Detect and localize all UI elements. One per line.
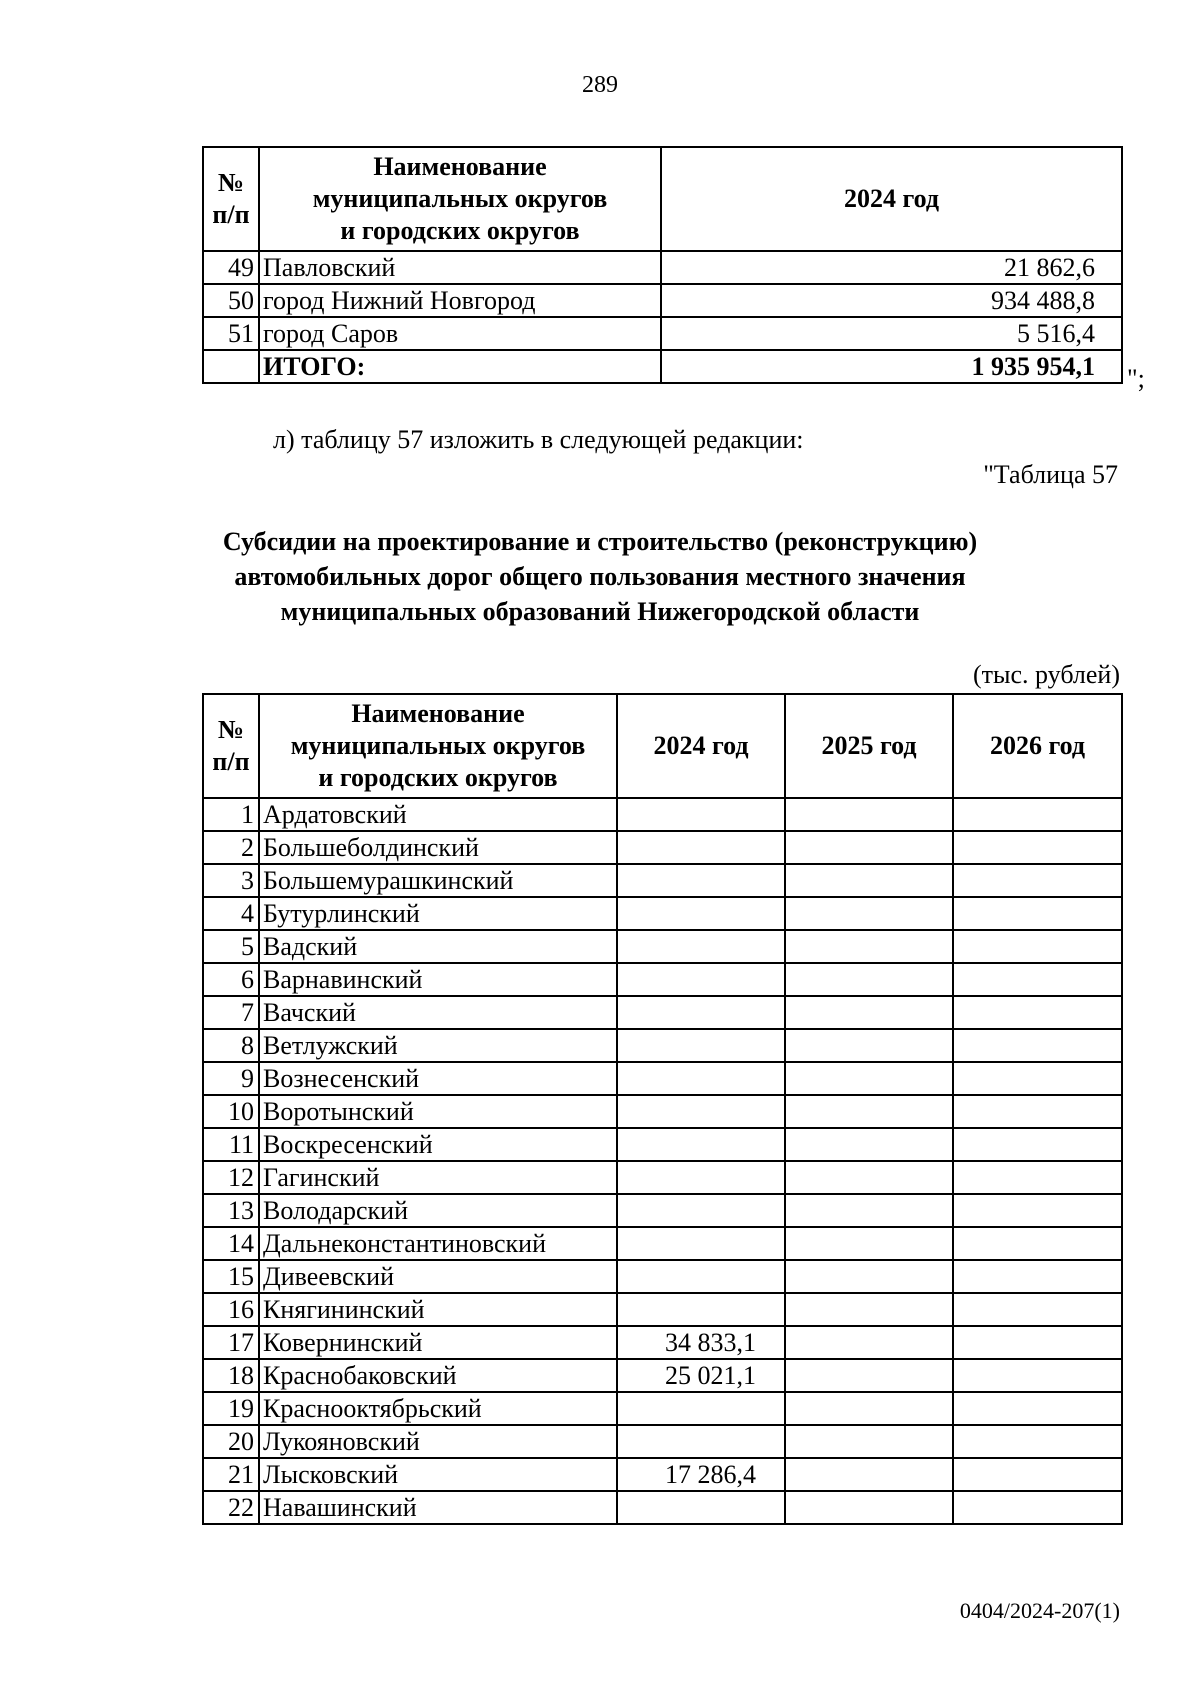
total-label: ИТОГО: — [259, 350, 661, 383]
row-value-2026 — [953, 1062, 1122, 1095]
row-value-2024 — [617, 1392, 785, 1425]
instruction-text: л) таблицу 57 изложить в следующей редакции: — [273, 425, 804, 454]
table-row — [203, 897, 1122, 930]
row-value-2025 — [785, 864, 953, 897]
column-header-name: Наименование муниципальных округов и городских округов — [259, 147, 661, 251]
row-value-2025 — [785, 1260, 953, 1293]
table-row — [203, 996, 1122, 1029]
row-name: Воротынский — [259, 1095, 617, 1128]
column-header-name: Наименование муниципальных округов и городских округов — [259, 694, 617, 798]
row-value-2026 — [953, 1425, 1122, 1458]
row-name: Дивеевский — [259, 1260, 617, 1293]
table-label: "Таблица 57 — [983, 460, 1118, 489]
row-name: Краснооктябрьский — [259, 1392, 617, 1425]
row-value-2024 — [617, 1062, 785, 1095]
total-number-empty — [203, 350, 259, 383]
column-header-2024: 2024 год — [661, 147, 1122, 251]
row-number: 16 — [203, 1293, 259, 1326]
row-number: 9 — [203, 1062, 259, 1095]
table-row — [203, 963, 1122, 996]
row-number: 11 — [203, 1128, 259, 1161]
row-value-2025 — [785, 1194, 953, 1227]
row-value-2025 — [785, 1029, 953, 1062]
row-name: Лукояновский — [259, 1425, 617, 1458]
table-row — [203, 317, 1122, 350]
row-number: 13 — [203, 1194, 259, 1227]
row-value-2025 — [785, 1458, 953, 1491]
row-number: 4 — [203, 897, 259, 930]
row-name: Лысковский — [259, 1458, 617, 1491]
units-label: (тыс. рублей) — [972, 660, 1120, 689]
table-row — [203, 798, 1122, 831]
row-value-2025 — [785, 1326, 953, 1359]
row-value-2025 — [785, 1128, 953, 1161]
row-number: 3 — [203, 864, 259, 897]
row-value-2024: 34 833,1 — [617, 1326, 785, 1359]
page-number: 289 — [582, 72, 618, 98]
row-value-2025 — [785, 1062, 953, 1095]
table-row — [203, 864, 1122, 897]
row-value-2024 — [617, 1491, 785, 1524]
column-header-number: № п/п — [203, 147, 259, 251]
row-value-2024 — [617, 963, 785, 996]
row-value-2024 — [617, 1029, 785, 1062]
row-value-2024 — [617, 864, 785, 897]
row-name: Вознесенский — [259, 1062, 617, 1095]
row-value-2024: 5 516,4 — [661, 317, 1122, 350]
row-number: 18 — [203, 1359, 259, 1392]
row-name: Варнавинский — [259, 963, 617, 996]
row-value-2026 — [953, 930, 1122, 963]
total-value-2024: 1 935 954,1 — [661, 350, 1122, 383]
column-header-number: № п/п — [203, 694, 259, 798]
row-name: город Саров — [259, 317, 661, 350]
table-row — [203, 1392, 1122, 1425]
row-name: Большемурашкинский — [259, 864, 617, 897]
row-value-2026 — [953, 996, 1122, 1029]
row-number: 19 — [203, 1392, 259, 1425]
row-value-2024 — [617, 1194, 785, 1227]
column-header-2025: 2025 год — [785, 694, 953, 798]
row-number: 1 — [203, 798, 259, 831]
row-value-2024 — [617, 831, 785, 864]
row-number: 49 — [203, 251, 259, 284]
row-value-2025 — [785, 1227, 953, 1260]
row-value-2025 — [785, 1491, 953, 1524]
table-row — [203, 1260, 1122, 1293]
row-value-2024 — [617, 930, 785, 963]
table-row — [203, 1029, 1122, 1062]
row-number: 14 — [203, 1227, 259, 1260]
table-57 — [202, 693, 1123, 1525]
row-name: Вадский — [259, 930, 617, 963]
row-value-2025 — [785, 798, 953, 831]
table-row — [203, 284, 1122, 317]
row-name: Павловский — [259, 251, 661, 284]
table-row — [203, 1293, 1122, 1326]
row-value-2026 — [953, 963, 1122, 996]
table-row — [203, 1062, 1122, 1095]
table-row — [203, 930, 1122, 963]
row-name: Дальнеконстантиновский — [259, 1227, 617, 1260]
row-value-2024 — [617, 996, 785, 1029]
row-value-2024: 21 862,6 — [661, 251, 1122, 284]
row-number: 50 — [203, 284, 259, 317]
table-row — [203, 251, 1122, 284]
table-row — [203, 1326, 1122, 1359]
row-value-2024 — [617, 1095, 785, 1128]
row-value-2024 — [617, 897, 785, 930]
row-name: Краснобаковский — [259, 1359, 617, 1392]
table-continuation — [202, 146, 1123, 384]
row-value-2026 — [953, 1458, 1122, 1491]
row-value-2026 — [953, 1095, 1122, 1128]
row-value-2024 — [617, 1161, 785, 1194]
table-row — [203, 1095, 1122, 1128]
document-code: 0404/2024-207(1) — [959, 1598, 1120, 1623]
table-title: Субсидии на проектирование и строительство (реконструкцию) автомобильных дорог общего пользования местного значения муниципальных образований Нижегородской области — [222, 527, 978, 626]
row-value-2024 — [617, 1260, 785, 1293]
row-value-2024: 25 021,1 — [617, 1359, 785, 1392]
row-name: Воскресенский — [259, 1128, 617, 1161]
row-value-2026 — [953, 1227, 1122, 1260]
row-value-2025 — [785, 897, 953, 930]
row-name: Бутурлинский — [259, 897, 617, 930]
row-name: Навашинский — [259, 1491, 617, 1524]
table-row — [203, 1161, 1122, 1194]
row-value-2025 — [785, 1425, 953, 1458]
row-name: Гагинский — [259, 1161, 617, 1194]
row-name: Ветлужский — [259, 1029, 617, 1062]
row-value-2025 — [785, 831, 953, 864]
row-value-2026 — [953, 897, 1122, 930]
row-value-2025 — [785, 963, 953, 996]
row-value-2024 — [617, 1425, 785, 1458]
row-value-2026 — [953, 1194, 1122, 1227]
row-value-2025 — [785, 996, 953, 1029]
row-value-2026 — [953, 1326, 1122, 1359]
column-header-2024: 2024 год — [617, 694, 785, 798]
row-name: Володарский — [259, 1194, 617, 1227]
row-name: Вачский — [259, 996, 617, 1029]
row-name: Ардатовский — [259, 798, 617, 831]
row-value-2025 — [785, 1161, 953, 1194]
total-row — [203, 350, 1122, 383]
row-value-2024 — [617, 798, 785, 831]
row-number: 17 — [203, 1326, 259, 1359]
row-value-2026 — [953, 1491, 1122, 1524]
row-value-2026 — [953, 1029, 1122, 1062]
row-value-2024 — [617, 1227, 785, 1260]
table-row — [203, 1458, 1122, 1491]
row-number: 10 — [203, 1095, 259, 1128]
row-name: Большеболдинский — [259, 831, 617, 864]
row-number: 7 — [203, 996, 259, 1029]
row-value-2026 — [953, 864, 1122, 897]
row-number: 20 — [203, 1425, 259, 1458]
row-value-2026 — [953, 1293, 1122, 1326]
row-number: 21 — [203, 1458, 259, 1491]
row-value-2026 — [953, 1359, 1122, 1392]
row-value-2024 — [617, 1128, 785, 1161]
table-row — [203, 1359, 1122, 1392]
row-value-2026 — [953, 798, 1122, 831]
row-value-2024: 934 488,8 — [661, 284, 1122, 317]
table-row — [203, 1227, 1122, 1260]
row-value-2026 — [953, 1392, 1122, 1425]
row-value-2025 — [785, 1095, 953, 1128]
row-value-2025 — [785, 1392, 953, 1425]
row-number: 22 — [203, 1491, 259, 1524]
row-value-2025 — [785, 930, 953, 963]
row-name: Княгининский — [259, 1293, 617, 1326]
row-value-2025 — [785, 1359, 953, 1392]
row-number: 8 — [203, 1029, 259, 1062]
row-number: 5 — [203, 930, 259, 963]
closing-quote: "; — [1127, 364, 1145, 393]
row-number: 51 — [203, 317, 259, 350]
row-value-2025 — [785, 1293, 953, 1326]
table-row — [203, 1425, 1122, 1458]
row-name: Ковернинский — [259, 1326, 617, 1359]
row-value-2026 — [953, 1161, 1122, 1194]
row-value-2024 — [617, 1293, 785, 1326]
row-value-2026 — [953, 831, 1122, 864]
row-value-2026 — [953, 1128, 1122, 1161]
row-value-2026 — [953, 1260, 1122, 1293]
row-value-2024: 17 286,4 — [617, 1458, 785, 1491]
row-number: 15 — [203, 1260, 259, 1293]
table-row — [203, 1491, 1122, 1524]
table-row — [203, 1194, 1122, 1227]
row-number: 6 — [203, 963, 259, 996]
row-name: город Нижний Новгород — [259, 284, 661, 317]
column-header-2026: 2026 год — [953, 694, 1122, 798]
row-number: 12 — [203, 1161, 259, 1194]
row-number: 2 — [203, 831, 259, 864]
table-row — [203, 1128, 1122, 1161]
table-row — [203, 831, 1122, 864]
